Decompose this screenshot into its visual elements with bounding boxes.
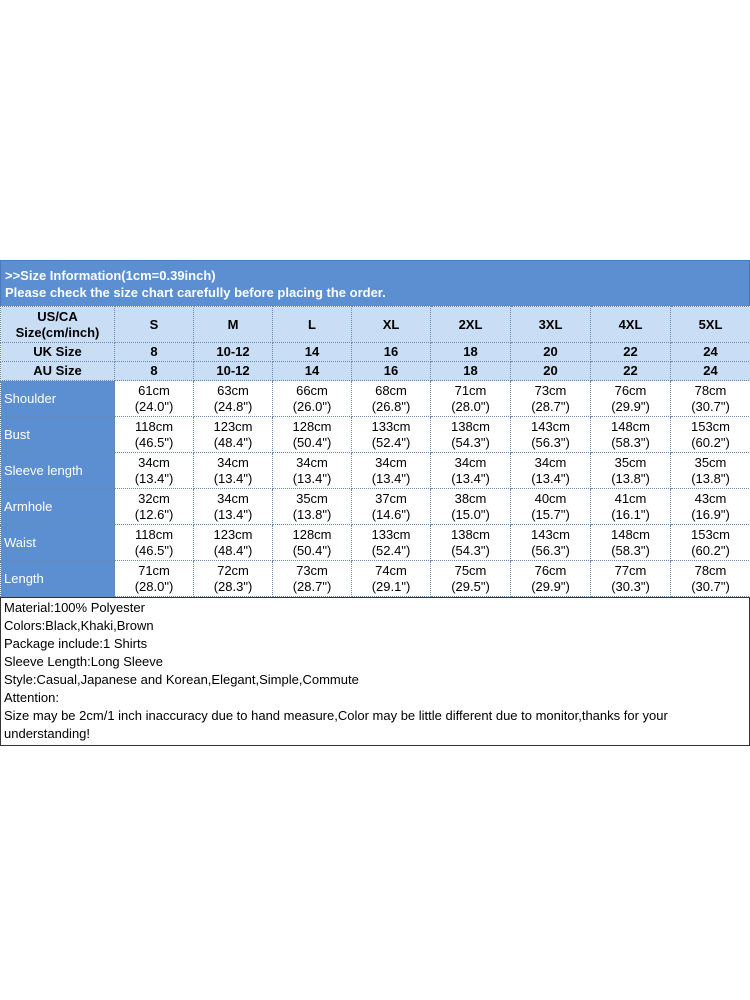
measurement-row bbox=[1, 561, 750, 597]
measurement-inch: (30.3") bbox=[611, 578, 650, 594]
size-header-row bbox=[1, 343, 750, 362]
measurement-inch: (60.2") bbox=[691, 542, 730, 558]
measurement-cell bbox=[591, 561, 671, 597]
measurement-inch: (58.3") bbox=[611, 434, 650, 450]
measurement-inch: (14.6") bbox=[371, 506, 411, 522]
measurement-cm: 32cm bbox=[138, 490, 170, 506]
measurement-cm: 63cm bbox=[217, 382, 249, 398]
size-header-row bbox=[1, 307, 750, 343]
measurement-inch: (16.9") bbox=[691, 506, 730, 522]
measurement-inch: (54.3") bbox=[451, 434, 490, 450]
measurement-cell bbox=[194, 561, 273, 597]
measurement-label: Sleeve length bbox=[1, 453, 115, 489]
measurement-inch: (13.4") bbox=[451, 470, 490, 486]
measurement-inch: (13.4") bbox=[531, 470, 570, 486]
measurement-cell bbox=[273, 561, 352, 597]
measurement-cm: 143cm bbox=[530, 526, 571, 542]
measurement-cm: 77cm bbox=[614, 562, 647, 578]
size-value: 16 bbox=[352, 362, 431, 381]
measurement-cm: 68cm bbox=[375, 382, 407, 398]
size-info-banner bbox=[0, 260, 750, 306]
measurement-row bbox=[1, 453, 750, 489]
size-value: 22 bbox=[591, 343, 671, 362]
measurement-cm: 34cm bbox=[296, 454, 328, 470]
measurement-inch: (15.0") bbox=[451, 506, 490, 522]
measurement-cm: 76cm bbox=[614, 382, 647, 398]
measurement-inch: (28.0") bbox=[134, 578, 174, 594]
banner-title: >>Size Information(1cm=0.39inch) bbox=[5, 268, 216, 283]
measurement-inch: (13.4") bbox=[213, 470, 253, 486]
measurement-inch: (52.4") bbox=[371, 542, 411, 558]
measurement-cm: 34cm bbox=[454, 454, 487, 470]
measurement-inch: (16.1") bbox=[611, 506, 650, 522]
measurement-cell bbox=[511, 453, 591, 489]
measurement-inch: (12.6") bbox=[134, 506, 174, 522]
measurement-cell bbox=[671, 525, 750, 561]
measurement-cell bbox=[591, 525, 671, 561]
measurement-cell bbox=[273, 525, 352, 561]
measurement-inch: (29.9") bbox=[611, 398, 650, 414]
measurement-cell bbox=[115, 453, 194, 489]
size-value: S bbox=[115, 307, 194, 343]
banner-instruction: Please check the size chart carefully before placing the order. bbox=[5, 285, 386, 300]
measurement-cell bbox=[115, 561, 194, 597]
measurement-cell bbox=[194, 489, 273, 525]
measurement-cell bbox=[511, 417, 591, 453]
measurement-inch: (28.7") bbox=[531, 398, 570, 414]
measurement-cm: 72cm bbox=[217, 562, 249, 578]
note-line: Package include:1 Shirts bbox=[4, 636, 148, 651]
size-system-label: US/CA Size(cm/inch) bbox=[1, 307, 115, 343]
measurement-inch: (13.8") bbox=[691, 470, 730, 486]
measurement-cm: 143cm bbox=[530, 418, 571, 434]
measurement-cm: 78cm bbox=[694, 562, 727, 578]
size-value: 24 bbox=[671, 362, 750, 381]
measurement-row bbox=[1, 381, 750, 417]
measurement-label: Waist bbox=[1, 525, 115, 561]
measurement-cell bbox=[115, 417, 194, 453]
measurement-inch: (60.2") bbox=[691, 434, 730, 450]
note-line: Colors:Black,Khaki,Brown bbox=[4, 618, 154, 633]
note-line: Style:Casual,Japanese and Korean,Elegant,Simple,Commute bbox=[4, 672, 359, 687]
measurement-inch: (29.1") bbox=[371, 578, 411, 594]
measurement-label: Shoulder bbox=[1, 381, 115, 417]
measurement-cell bbox=[431, 381, 511, 417]
measurement-cm: 43cm bbox=[694, 490, 727, 506]
measurement-cell bbox=[431, 489, 511, 525]
measurement-cell bbox=[273, 417, 352, 453]
size-value: 18 bbox=[431, 343, 511, 362]
measurement-cm: 34cm bbox=[375, 454, 407, 470]
measurement-row bbox=[1, 489, 750, 525]
measurement-cell bbox=[352, 561, 431, 597]
measurement-cm: 71cm bbox=[138, 562, 170, 578]
size-value: 10-12 bbox=[194, 362, 273, 381]
measurement-inch: (48.4") bbox=[213, 434, 253, 450]
measurement-cm: 41cm bbox=[614, 490, 647, 506]
measurement-inch: (46.5") bbox=[134, 542, 174, 558]
size-value: M bbox=[194, 307, 273, 343]
measurement-cm: 74cm bbox=[375, 562, 407, 578]
measurement-inch: (13.4") bbox=[213, 506, 253, 522]
measurement-inch: (28.7") bbox=[292, 578, 332, 594]
measurement-cm: 40cm bbox=[534, 490, 567, 506]
measurement-cell bbox=[591, 453, 671, 489]
measurement-cell bbox=[431, 561, 511, 597]
measurement-cell bbox=[511, 561, 591, 597]
size-value: XL bbox=[352, 307, 431, 343]
measurement-cell bbox=[194, 417, 273, 453]
product-notes bbox=[0, 597, 750, 746]
measurement-inch: (50.4") bbox=[292, 542, 332, 558]
measurement-cm: 118cm bbox=[134, 418, 174, 434]
measurement-inch: (30.7") bbox=[691, 578, 730, 594]
size-value: 3XL bbox=[511, 307, 591, 343]
measurement-cm: 133cm bbox=[371, 526, 411, 542]
size-value: 18 bbox=[431, 362, 511, 381]
measurement-label: Length bbox=[1, 561, 115, 597]
measurement-cell bbox=[352, 381, 431, 417]
measurement-cm: 128cm bbox=[292, 418, 332, 434]
measurement-cm: 118cm bbox=[134, 526, 174, 542]
size-table bbox=[0, 306, 750, 597]
measurement-inch: (56.3") bbox=[531, 434, 570, 450]
measurement-inch: (13.8") bbox=[292, 506, 332, 522]
measurement-cm: 128cm bbox=[292, 526, 332, 542]
size-value: 20 bbox=[511, 362, 591, 381]
size-value: 4XL bbox=[591, 307, 671, 343]
measurement-cell bbox=[591, 417, 671, 453]
measurement-cm: 148cm bbox=[610, 418, 651, 434]
measurement-row bbox=[1, 417, 750, 453]
measurement-inch: (24.0") bbox=[134, 398, 174, 414]
measurement-cm: 37cm bbox=[375, 490, 407, 506]
measurement-cm: 138cm bbox=[450, 418, 491, 434]
measurement-cm: 133cm bbox=[371, 418, 411, 434]
measurement-cm: 66cm bbox=[296, 382, 328, 398]
measurement-cell bbox=[431, 417, 511, 453]
size-header-row bbox=[1, 362, 750, 381]
measurement-inch: (46.5") bbox=[134, 434, 174, 450]
measurement-cell bbox=[115, 525, 194, 561]
measurement-label: Armhole bbox=[1, 489, 115, 525]
note-line: Material:100% Polyester bbox=[4, 600, 145, 615]
measurement-inch: (52.4") bbox=[371, 434, 411, 450]
measurement-cm: 123cm bbox=[213, 526, 253, 542]
measurement-cell bbox=[431, 453, 511, 489]
measurement-cell bbox=[671, 453, 750, 489]
size-value: 16 bbox=[352, 343, 431, 362]
measurement-cell bbox=[671, 561, 750, 597]
measurement-cm: 73cm bbox=[296, 562, 328, 578]
measurement-inch: (13.4") bbox=[292, 470, 332, 486]
size-value: 8 bbox=[115, 362, 194, 381]
measurement-cell bbox=[671, 381, 750, 417]
measurement-cm: 153cm bbox=[690, 418, 731, 434]
measurement-cell bbox=[273, 489, 352, 525]
size-value: 10-12 bbox=[194, 343, 273, 362]
measurement-inch: (48.4") bbox=[213, 542, 253, 558]
measurement-row bbox=[1, 525, 750, 561]
measurement-cell bbox=[591, 381, 671, 417]
measurement-cell bbox=[273, 381, 352, 417]
measurement-cm: 75cm bbox=[454, 562, 487, 578]
size-value: 20 bbox=[511, 343, 591, 362]
measurement-inch: (29.5") bbox=[451, 578, 490, 594]
measurement-inch: (24.8") bbox=[213, 398, 253, 414]
measurement-inch: (28.3") bbox=[213, 578, 253, 594]
measurement-cm: 35cm bbox=[694, 454, 727, 470]
size-value: 22 bbox=[591, 362, 671, 381]
size-chart bbox=[0, 260, 750, 746]
measurement-cm: 148cm bbox=[610, 526, 651, 542]
measurement-cm: 35cm bbox=[296, 490, 328, 506]
measurement-cm: 34cm bbox=[217, 454, 249, 470]
measurement-inch: (30.7") bbox=[691, 398, 730, 414]
measurement-cm: 34cm bbox=[217, 490, 249, 506]
measurement-cell bbox=[511, 525, 591, 561]
measurement-cell bbox=[352, 417, 431, 453]
measurement-cell bbox=[352, 489, 431, 525]
measurement-cm: 138cm bbox=[450, 526, 491, 542]
measurement-inch: (26.0") bbox=[292, 398, 332, 414]
size-system-label: UK Size bbox=[1, 343, 115, 362]
measurement-cm: 76cm bbox=[534, 562, 567, 578]
measurement-cm: 73cm bbox=[534, 382, 567, 398]
measurement-inch: (13.8") bbox=[611, 470, 650, 486]
note-line: Size may be 2cm/1 inch inaccuracy due to hand measure,Color may be little different due to monitor,thanks for your understanding! bbox=[4, 708, 668, 741]
size-value: 8 bbox=[115, 343, 194, 362]
note-line: Attention: bbox=[4, 690, 59, 705]
measurement-cell bbox=[511, 381, 591, 417]
measurement-cell bbox=[671, 417, 750, 453]
size-value: 14 bbox=[273, 362, 352, 381]
note-line: Sleeve Length:Long Sleeve bbox=[4, 654, 164, 669]
measurement-cm: 35cm bbox=[614, 454, 647, 470]
measurement-cell bbox=[671, 489, 750, 525]
measurement-inch: (58.3") bbox=[611, 542, 650, 558]
measurement-inch: (29.9") bbox=[531, 578, 570, 594]
measurement-cell bbox=[115, 489, 194, 525]
measurement-inch: (13.4") bbox=[371, 470, 411, 486]
measurement-cm: 38cm bbox=[454, 490, 487, 506]
measurement-cell bbox=[352, 525, 431, 561]
measurement-inch: (56.3") bbox=[531, 542, 570, 558]
measurement-cell bbox=[591, 489, 671, 525]
size-value: 24 bbox=[671, 343, 750, 362]
size-value: 5XL bbox=[671, 307, 750, 343]
measurement-cm: 34cm bbox=[534, 454, 567, 470]
measurement-inch: (54.3") bbox=[451, 542, 490, 558]
measurement-inch: (26.8") bbox=[371, 398, 411, 414]
measurement-cell bbox=[194, 381, 273, 417]
measurement-cm: 61cm bbox=[138, 382, 170, 398]
measurement-inch: (28.0") bbox=[451, 398, 490, 414]
measurement-cell bbox=[115, 381, 194, 417]
size-value: 2XL bbox=[431, 307, 511, 343]
measurement-inch: (50.4") bbox=[292, 434, 332, 450]
measurement-inch: (15.7") bbox=[531, 506, 570, 522]
measurement-cell bbox=[352, 453, 431, 489]
measurement-cell bbox=[194, 453, 273, 489]
size-system-label: AU Size bbox=[1, 362, 115, 381]
measurement-label: Bust bbox=[1, 417, 115, 453]
measurement-inch: (13.4") bbox=[134, 470, 174, 486]
measurement-cm: 123cm bbox=[213, 418, 253, 434]
measurement-cm: 34cm bbox=[138, 454, 170, 470]
measurement-cm: 78cm bbox=[694, 382, 727, 398]
measurement-cell bbox=[511, 489, 591, 525]
size-value: 14 bbox=[273, 343, 352, 362]
measurement-cm: 153cm bbox=[690, 526, 731, 542]
measurement-cell bbox=[273, 453, 352, 489]
measurement-cm: 71cm bbox=[454, 382, 487, 398]
measurement-cell bbox=[431, 525, 511, 561]
size-value: L bbox=[273, 307, 352, 343]
measurement-cell bbox=[194, 525, 273, 561]
